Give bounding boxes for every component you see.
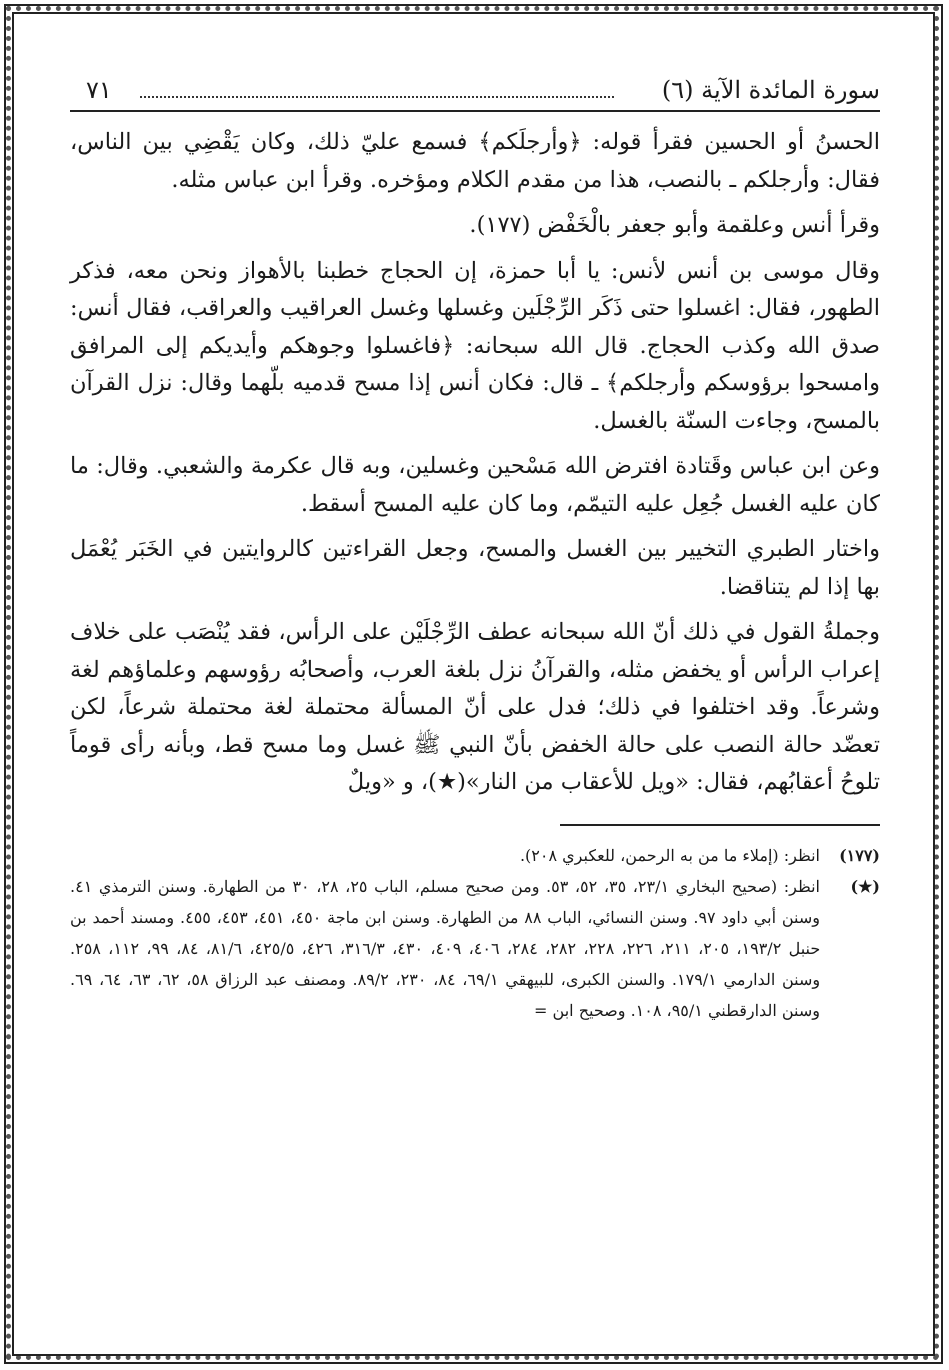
paragraph: وعن ابن عباس وقَتادة افترض الله مَسْحين وغسلين، وبه قال عكرمة والشعبي. وقال: ما كان عليه الغسل جُعِل عليه التيمّم، وما كان عليه المسح أسقط. bbox=[70, 453, 880, 517]
paragraph: الحسنُ أو الحسين فقرأ قوله: ﴿وأرجلَكم﴾ فسمع عليّ ذلك، وكان يَقْضِي بين الناس، فقال: وأرجلكم ـ بالنصب، هذا من مقدم الكلام ومؤخره. وقرأ ابن عباس مثله. bbox=[70, 129, 880, 193]
page bbox=[70, 70, 880, 1026]
paragraph: وقرأ أنس وعلقمة وأبو جعفر بالْخَفْض (١٧٧). bbox=[469, 212, 880, 238]
footnote-mark: (١٧٧) bbox=[839, 845, 880, 865]
footnote-text: انظر: (صحيح البخاري ٢٣/١، ٣٥، ٥٢، ٥٣. ومن صحيح مسلم، الباب ٢٥، ٢٨، ٣٠ من الطهارة. وسنن الترمذي ٤١. وسنن أبي داود ٩٧. وسنن النسائي، الباب ٨٨ من الطهارة. وسنن ابن ماجة ٤٥٠، ٤٥١، ٤٥٣، ٤٥٥. ومسند أحمد بن حنبل ١٩٣/٢، ٢٠٥، ٢١١، ٢٢٦، ٢٢٨، ٢٨٢، ٢٨٤، ٤٠٦، ٤٠٩، ٤٣٠، ٣١٦/٣، ٤٢٦، ٤٢٥/٥، ٨١/٦، ٨٤، ٩٩، ١١٢، ٢٥٨. وسنن الدارمي ١٧٩/١. والسنن الكبرى، للبيهقي ٦٩/١، ٨٤، ٢٣٠، ٨٩/٢. ومصنف عبد الرزاق ٥٨، ٦٢، ٦٣، ٦٤، ٦٩. وسنن الدارقطني ٩٥/١، ١٠٨. وصحيح ابن = bbox=[70, 876, 821, 1020]
header-dot-leader bbox=[140, 82, 614, 98]
footnote-mark: (★) bbox=[850, 876, 880, 896]
running-header bbox=[70, 70, 880, 112]
paragraph: وقال موسى بن أنس لأنس: يا أبا حمزة، إن الحجاج خطبنا بالأهواز ونحن معه، فذكر الطهور، فقال: اغسلوا حتى ذَكَر الرِّجْلَين وغسلها وغسل العراقيب والعراقب، فقال أنس: صدق الله وكذب الحجاج. قال الله سبحانه: ﴿فاغسلوا وجوهكم وأيديكم إلى المرافق وامسحوا برؤوسكم وأرجلكم﴾ ـ قال: فكان أنس إذا مسح قدميه بلّهما وقال: نزل القرآن بالمسح، وجاءت السنّة بالغسل. bbox=[70, 257, 880, 434]
main-text bbox=[70, 124, 880, 802]
footnote bbox=[70, 871, 880, 1026]
page-number: ٧١ bbox=[86, 76, 112, 104]
footnote bbox=[70, 840, 880, 871]
footnotes bbox=[70, 840, 880, 1026]
paragraph: وجملةُ القول في ذلك أنّ الله سبحانه عطف الرِّجْلَيْن على الرأس، فقد يُنْصَب على خلاف إعراب الرأس أو يخفض مثله، والقرآنُ نزل بلغة العرب، وأصحابُه رؤوسهم وعلماؤهم لغة وشرعاً. وقد اختلفوا في ذلك؛ فدل على أنّ المسألة محتملة لغة محتملة شرعاً، لكن تعضّد حالة النصب على حالة الخفض بأنّ النبي ﷺ غسل وما مسح قط، وبأنه رأى قوماً تلوحُ أعقابُهم، فقال: «ويل للأعقاب من النار»(★)، و «ويلٌ bbox=[70, 619, 880, 795]
header-title: سورة المائدة الآية (٦) bbox=[661, 76, 880, 104]
paragraph: واختار الطبري التخيير بين الغسل والمسح، وجعل القراءتين كالروايتين في الخَبَر يُعْمَل بها إذا لم يتناقضا. bbox=[70, 536, 880, 600]
footnote-text: انظر: (إملاء ما من به الرحمن، للعكبري ٢٠٨). bbox=[519, 845, 820, 865]
footnote-separator bbox=[560, 824, 880, 826]
